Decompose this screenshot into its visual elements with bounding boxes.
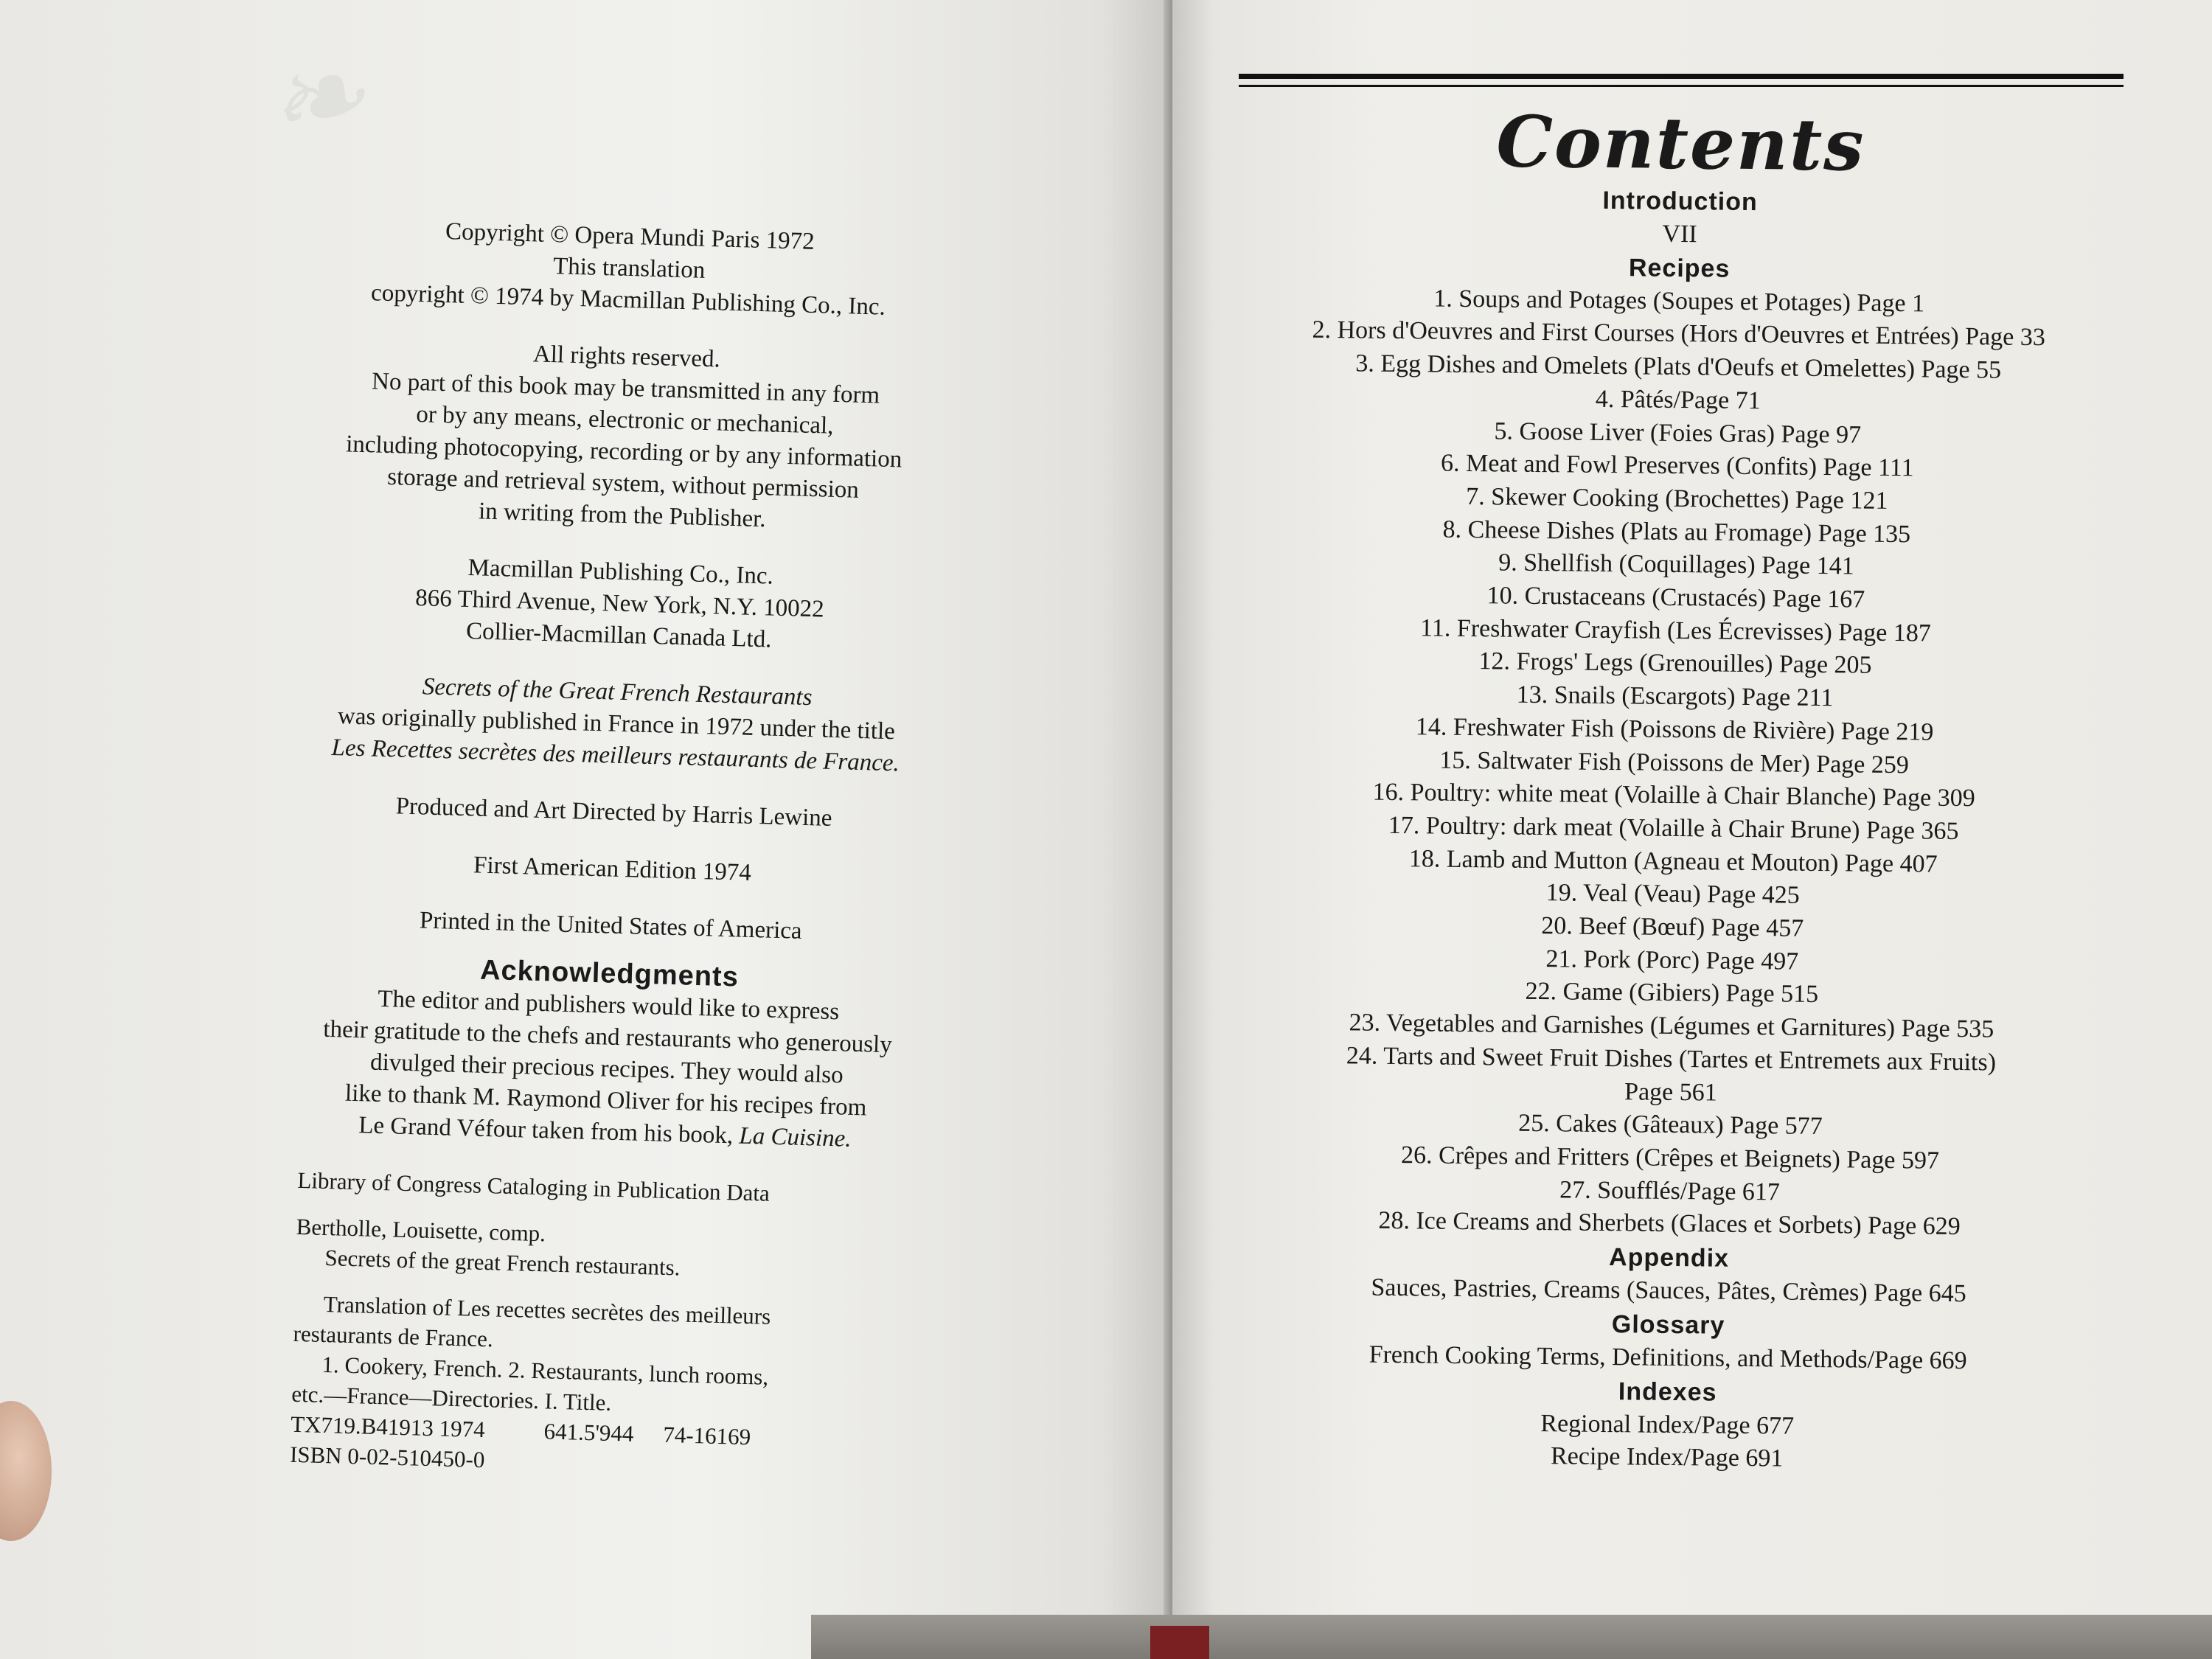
recipe-chapter: 3. Egg Dishes and Omelets (Plats d'Oeufs et Omelettes) Page 55 xyxy=(1355,349,2002,384)
loc-lccn: 74-16169 xyxy=(662,1421,751,1450)
introduction-page: VII xyxy=(1662,220,1697,248)
introduction-heading: Introduction xyxy=(1602,186,1758,217)
copyright-line: copyright © 1974 by Macmillan Publishing Co., Inc. xyxy=(370,279,886,321)
loc-subjects: etc.—France—Directories. I. Title. xyxy=(291,1380,612,1416)
recipe-chapter: 4. Pâtés/Page 71 xyxy=(1595,385,1761,414)
faint-illustration-bleed: ❧ xyxy=(257,27,373,172)
edition-line: First American Edition 1974 xyxy=(473,852,752,886)
rights-line: including photocopying, recording or by any information xyxy=(345,431,902,473)
publisher-line: Collier-Macmillan Canada Ltd. xyxy=(465,618,772,653)
appendix-heading: Appendix xyxy=(1608,1243,1730,1273)
rights-line: in writing from the Publisher. xyxy=(478,498,767,533)
recipe-chapter: 25. Cakes (Gâteaux) Page 577 xyxy=(1517,1110,1823,1141)
rights-line: storage and retrieval system, without permission xyxy=(386,463,860,504)
recipe-chapter: 21. Pork (Porc) Page 497 xyxy=(1545,945,1799,975)
acknowledgment-text: Le Grand Véfour taken from his book, xyxy=(358,1112,734,1150)
thumb xyxy=(0,1401,52,1541)
recipe-chapter: 26. Crêpes and Fritters (Crêpes et Beignets) Page 597 xyxy=(1400,1141,1940,1175)
recipe-chapter: 6. Meat and Fowl Preserves (Confits) Page 111 xyxy=(1440,449,1914,482)
recipe-chapter: 22. Game (Gibiers) Page 515 xyxy=(1525,978,1819,1009)
loc-dewey-number: 641.5'944 xyxy=(543,1418,634,1447)
isbn: ISBN 0-02-510450-0 xyxy=(289,1441,485,1473)
recipe-chapter: 18. Lamb and Mutton (Agneau et Mouton) Page 407 xyxy=(1408,844,1938,878)
printed-line: Printed in the United States of America xyxy=(419,907,803,945)
recipe-chapter: 13. Snails (Escargots) Page 211 xyxy=(1516,681,1834,712)
original-title-en: Secrets of the Great French Restaurants xyxy=(422,673,813,712)
header-rule xyxy=(1239,74,2124,79)
recipe-chapter-page: Page 561 xyxy=(1624,1077,1717,1107)
produced-line: Produced and Art Directed by Harris Lewine xyxy=(395,793,832,832)
header-rule-thin xyxy=(1239,85,2124,87)
contents-block xyxy=(1203,98,2146,1479)
loc-call-number: TX719.B41913 1974 xyxy=(290,1411,486,1443)
book-spine-edge xyxy=(1150,1626,1209,1659)
loc-translation: Translation of Les recettes secrètes des meilleurs xyxy=(323,1290,771,1329)
original-title-fr: Les Recettes secrètes des meilleurs restaurants de France. xyxy=(331,734,900,777)
table-surface xyxy=(811,1615,2212,1659)
recipe-chapter: 11. Freshwater Crayfish (Les Écrevisses) Page 187 xyxy=(1419,614,1932,647)
acknowledgment-line: The editor and publishers would like to express xyxy=(377,985,840,1026)
recipe-chapter: 9. Shellfish (Coquillages) Page 141 xyxy=(1498,549,1854,580)
recipe-chapter: 19. Veal (Veau) Page 425 xyxy=(1545,879,1800,910)
recipe-chapter: 7. Skewer Cooking (Brochettes) Page 121 xyxy=(1466,482,1888,515)
recipe-chapter: 15. Saltwater Fish (Poissons de Mer) Page 259 xyxy=(1439,746,1910,779)
recipe-chapter: 16. Poultry: white meat (Volaille à Chair Blanche) Page 309 xyxy=(1372,778,1975,813)
acknowledgment-line: like to thank M. Raymond Oliver for his recipes from xyxy=(344,1079,867,1121)
recipe-chapter: 1. Soups and Potages (Soupes et Potages) Page 1 xyxy=(1433,285,1925,318)
index-item: Recipe Index/Page 691 xyxy=(1550,1442,1784,1472)
recipe-chapter: 14. Freshwater Fish (Poissons de Rivière) Page 219 xyxy=(1415,713,1934,746)
library-of-congress-block xyxy=(290,1165,991,1489)
rights-line: All rights reserved. xyxy=(532,341,721,373)
loc-title: Library of Congress Cataloging in Publication Data xyxy=(297,1166,771,1206)
recipe-chapter: 23. Vegetables and Garnishes (Légumes et Garnitures) Page 535 xyxy=(1349,1009,1994,1043)
recipes-heading: Recipes xyxy=(1628,253,1731,283)
publisher-line: Macmillan Publishing Co., Inc. xyxy=(467,554,774,590)
loc-translation: restaurants de France. xyxy=(293,1320,494,1352)
loc-subjects: 1. Cookery, French. 2. Restaurants, lunch rooms, xyxy=(321,1351,769,1390)
recipe-chapter: 2. Hors d'Oeuvres and First Courses (Hors d'Oeuvres et Entrées) Page 33 xyxy=(1312,316,2046,352)
rights-line: or by any means, electronic or mechanical, xyxy=(415,400,834,439)
copyright-line: Copyright © Opera Mundi Paris 1972 xyxy=(445,218,815,255)
appendix-item: Sauces, Pastries, Creams (Sauces, Pâtes, Crèmes) Page 645 xyxy=(1371,1273,1966,1308)
original-publication-line: was originally published in France in 1972 under the title xyxy=(337,703,896,745)
copyright-line: This translation xyxy=(552,253,706,284)
publisher-line: 866 Third Avenue, New York, N.Y. 10022 xyxy=(414,585,825,623)
loc-author: Bertholle, Louisette, comp. xyxy=(296,1213,546,1247)
loc-book: Secrets of the great French restaurants. xyxy=(324,1244,681,1281)
recipe-chapter: 17. Poultry: dark meat (Volaille à Chair Brune) Page 365 xyxy=(1388,811,1959,845)
recipe-chapter: 20. Beef (Bœuf) Page 457 xyxy=(1541,912,1804,942)
recipe-chapter: 5. Goose Liver (Foies Gras) Page 97 xyxy=(1494,417,1862,449)
acknowledgment-line: their gratitude to the chefs and restaurants who generously xyxy=(322,1015,893,1059)
recipe-chapter: 28. Ice Creams and Sherbets (Glaces et Sorbets) Page 629 xyxy=(1378,1207,1961,1241)
book-title: La Cuisine. xyxy=(738,1122,852,1152)
recipe-chapter: 27. Soufflés/Page 617 xyxy=(1559,1176,1781,1206)
glossary-item: French Cooking Terms, Definitions, and Methods/Page 669 xyxy=(1368,1340,1967,1374)
acknowledgment-line: divulged their precious recipes. They would also xyxy=(369,1048,844,1089)
glossary-heading: Glossary xyxy=(1611,1310,1725,1340)
copyright-block xyxy=(209,210,1018,1489)
indexes-heading: Indexes xyxy=(1618,1377,1717,1407)
acknowledgments-heading: Acknowledgments xyxy=(479,954,740,993)
rights-line: No part of this book may be transmitted in any form xyxy=(371,368,880,409)
recipe-chapter: 24. Tarts and Sweet Fruit Dishes (Tartes et Entremets aux Fruits) xyxy=(1346,1042,1997,1077)
recipe-chapter: 8. Cheese Dishes (Plats au Fromage) Page 135 xyxy=(1442,515,1911,548)
recipe-chapter: 10. Crustaceans (Crustacés) Page 167 xyxy=(1486,582,1865,613)
contents-title: Contents xyxy=(1495,100,1865,187)
index-item: Regional Index/Page 677 xyxy=(1540,1409,1795,1440)
recipe-chapter: 12. Frogs' Legs (Grenouilles) Page 205 xyxy=(1478,647,1872,680)
